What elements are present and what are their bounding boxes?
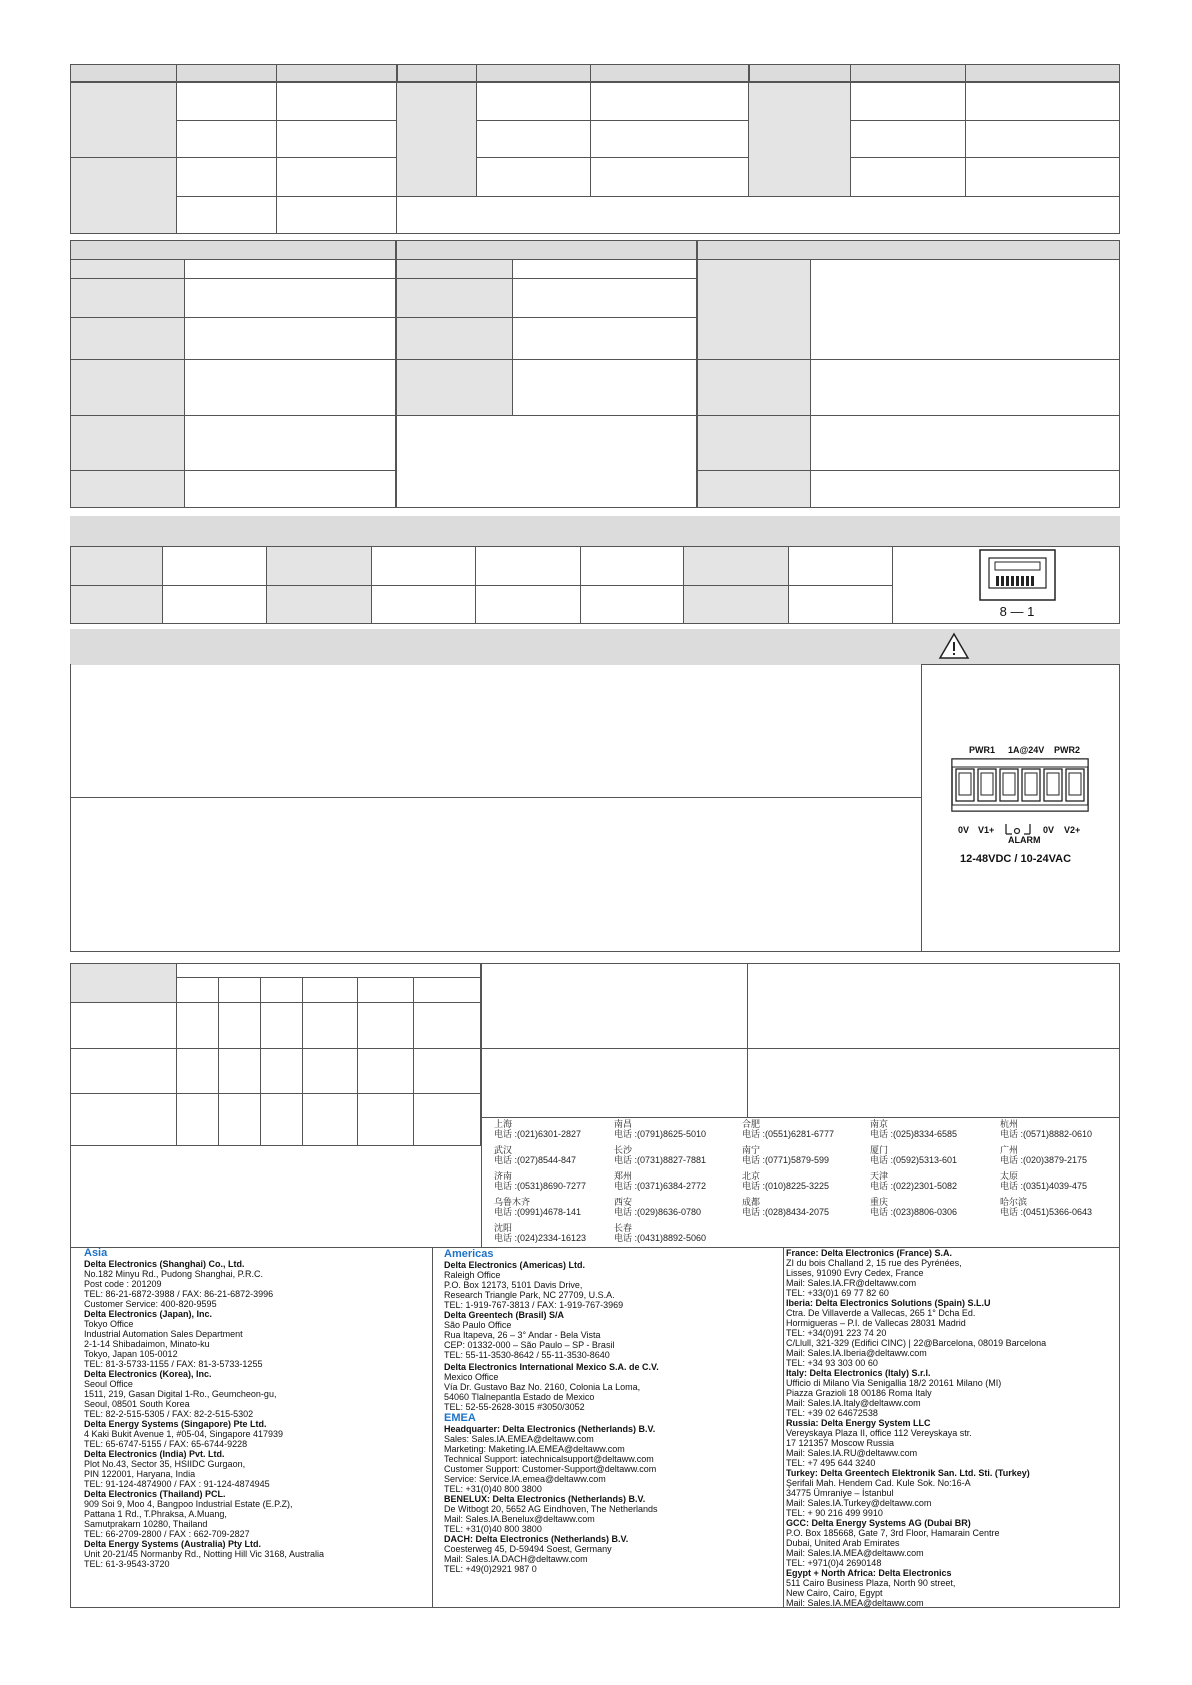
table-cell — [276, 196, 397, 234]
city-item: 郑州 电话 :(0371)6384-2772 — [614, 1171, 707, 1191]
city-item: 上海 电话 :(021)6301-2827 — [494, 1119, 582, 1139]
table-cell — [413, 1002, 481, 1049]
terminal-label-0v: 0V — [958, 825, 970, 835]
divider — [481, 1117, 1120, 1118]
terminal-rating: 12-48VDC / 10-24VAC — [960, 853, 1072, 865]
table-header-band — [70, 64, 1120, 82]
city-item: 沈阳 电话 :(024)2334-16123 — [494, 1223, 587, 1243]
table-cell — [512, 317, 697, 360]
divider — [590, 64, 591, 82]
table-cell — [850, 157, 966, 197]
table-cell — [850, 82, 966, 121]
row-label-cell — [70, 1002, 177, 1049]
china-offices-grid — [494, 1119, 1114, 1247]
city-item: 南宁 电话 :(0771)5879-599 — [742, 1145, 830, 1165]
divider — [476, 64, 477, 82]
city-item: 哈尔滨 电话 :(0451)5366-0643 — [1000, 1197, 1093, 1217]
table-cell — [413, 1048, 481, 1094]
city-item: 广州 电话 :(020)3879-2175 — [1000, 1145, 1088, 1165]
divider — [276, 64, 277, 82]
pin-label-cell — [70, 546, 163, 586]
europe-entry: GCC: Delta Energy Systems AG (Dubai BR) P.O. Box 185668, Gate 7, 3rd Floor, Hamarain Centre Dubai, United Arab Emirates Mail: Sales.IA.MEA@deltaww.com TEL: +971(0)4 2690148 — [786, 1518, 1000, 1568]
row-label-cell — [70, 415, 185, 471]
table-cell — [476, 157, 591, 197]
emea-heading: EMEA — [444, 1412, 476, 1424]
divider — [481, 963, 482, 1247]
table-cell — [176, 120, 277, 158]
table-cell — [176, 977, 219, 1003]
divider — [748, 64, 750, 82]
pin-label-cell — [475, 546, 581, 586]
pin-label-cell — [266, 585, 372, 624]
table-cell — [810, 415, 1120, 471]
pin-value-cell — [371, 585, 476, 624]
terminal-diagram — [921, 664, 1120, 952]
table-cell — [302, 1002, 358, 1049]
emea-entry: DACH: Delta Electronics (Netherlands) B.V. Coesterweg 45, D-59494 Soest, Germany Mail: Sales.IA.DACH@deltaww.com TEL: +49(0)2921 987 0 — [444, 1534, 629, 1574]
table-cell — [218, 1048, 261, 1094]
city-item: 合肥 电话 :(0551)6281-6777 — [742, 1119, 835, 1139]
americas-heading: Americas — [444, 1248, 494, 1260]
pin-value-cell — [162, 546, 267, 586]
city-item: 济南 电话 :(0531)8690-7277 — [494, 1171, 587, 1191]
table-cell — [276, 120, 397, 158]
pin-value-cell — [788, 585, 893, 624]
row-label-cell — [396, 359, 513, 416]
europe-contacts — [786, 1248, 1118, 1608]
pin-label-cell — [475, 585, 581, 624]
rj45-diagram — [892, 546, 1120, 624]
pin-label-cell — [70, 585, 163, 624]
table-cell — [176, 1048, 219, 1094]
pin-value-cell — [788, 546, 893, 586]
row-label-cell — [697, 470, 811, 508]
city-item: 杭州 电话 :(0571)8882-0610 — [1000, 1119, 1093, 1139]
emea-entry: BENELUX: Delta Electronics (Netherlands) B.V. De Witbogt 20, 5652 AG Eindhoven, The Netherlands Mail: Sales.IA.Benelux@deltaww.com TEL: +31(0)40 800 3800 — [444, 1494, 658, 1534]
city-item: 长春 电话 :(0431)8892-5060 — [614, 1223, 707, 1243]
table-cell — [218, 977, 261, 1003]
warning-icon — [938, 631, 970, 661]
table-cell — [590, 157, 749, 197]
terminal-label-pwr1: PWR1 — [969, 745, 996, 755]
table-cell — [176, 1093, 219, 1146]
europe-entry: Russia: Delta Energy System LLC Vereyskaya Plaza II, office 112 Vereyskaya str. 17 121357 Moscow Russia Mail: Sales.IA.RU@deltaww.com TEL: +7 495 644 3240 — [786, 1418, 972, 1468]
table-cell — [260, 977, 303, 1003]
terminal-label-v1: V1+ — [978, 825, 995, 835]
city-item: 武汉 电话 :(027)8544-847 — [494, 1145, 577, 1165]
row-label-cell — [70, 470, 185, 508]
section-header — [70, 516, 1120, 546]
asia-entry: Delta Electronics (Thailand) PCL. 909 Soi 9, Moo 4, Bangpoo Industrial Estate (E.P.Z), Pattana 1 Rd., T.Phraksa, A.Muang, Samutprakarn 10280, Thailand TEL: 66-2709-2800 / FAX : 662-709-2827 — [84, 1489, 293, 1539]
row-label-cell — [697, 415, 811, 471]
divider — [70, 664, 71, 952]
table-cell — [184, 278, 396, 318]
table-cell — [184, 415, 396, 471]
asia-entry: Delta Electronics (India) Pvt. Ltd. Plot No.43, Sector 35, HSIIDC Gurgaon, PIN 122001, Haryana, India TEL: 91-124-4874900 / FAX : 91-124-4874945 — [84, 1449, 270, 1489]
row-label-cell — [70, 278, 185, 318]
divider — [432, 1247, 433, 1608]
table-cell — [184, 359, 396, 416]
section-header — [396, 240, 697, 260]
table-cell — [184, 259, 396, 279]
city-item: 成都 电话 :(028)8434-2075 — [742, 1197, 830, 1217]
row-label-cell — [396, 82, 477, 197]
table-cell — [810, 259, 1120, 360]
pin-label-cell — [266, 546, 372, 586]
table-cell — [302, 1048, 358, 1094]
row-label-cell — [748, 82, 851, 197]
city-item: 太原 电话 :(0351)4039-475 — [1000, 1171, 1088, 1191]
divider — [850, 64, 851, 82]
table-cell — [276, 82, 397, 121]
americas-entry: Delta Electronics International Mexico S.A. de C.V. Mexico Office Vía Dr. Gustavo Baz No. 2160, Colonia La Loma, 54060 Tlalnepantla Estado de Mexico TEL: 52-55-2628-3015 #3050/3052 — [444, 1362, 659, 1412]
table-cell — [184, 317, 396, 360]
row-label-cell — [396, 278, 513, 318]
city-item: 重庆 电话 :(023)8806-0306 — [870, 1197, 958, 1217]
row-label-cell — [70, 317, 185, 360]
emea-entry: Headquarter: Delta Electronics (Netherlands) B.V. Sales: Sales.IA.EMEA@deltaww.com Marketing: Maketing.IA.EMEA@deltaww.com Technical Support: iatechnicalsupport@deltaww.com Customer Support: Customer-Support@deltaww.com Service: Service.IA.emea@deltaww.com TEL: +31(0)40 800 3800 — [444, 1424, 657, 1494]
terminal-label-alarm: ALARM — [1008, 835, 1041, 845]
divider — [965, 64, 966, 82]
table-cell — [413, 1093, 481, 1146]
table-cell — [260, 1002, 303, 1049]
table-cell — [302, 1093, 358, 1146]
section-header — [70, 240, 396, 260]
table-cell — [176, 82, 277, 121]
row-label-cell — [70, 82, 177, 158]
section-header — [697, 240, 1120, 260]
table-cell — [357, 1093, 414, 1146]
row-label-cell — [396, 259, 513, 279]
americas-entry: Delta Greentech (Brasil) S/A São Paulo Office Rua Itapeva, 26 – 3° Andar - Bela Vista CEP: 01332-000 – São Paulo – SP - Brasil TEL: 55-11-3530-8642 / 55-11-3530-8640 — [444, 1310, 615, 1360]
terminal-block-icon — [950, 755, 1090, 825]
city-item: 西安 电话 :(029)8636-0780 — [614, 1197, 702, 1217]
table-cell — [590, 120, 749, 158]
pin-value-cell — [580, 546, 684, 586]
europe-entry: Italy: Delta Electronics (Italy) S.r.l. Ufficio di Milano Via Senigallia 18/2 20161 Milano (MI) Piazza Grazioli 18 00186 Roma Italy Mail: Sales.IA.Italy@deltaww.com TEL: +39 02 64672538 — [786, 1368, 1002, 1418]
table-cell — [218, 1093, 261, 1146]
divider — [1119, 963, 1120, 1247]
table-cell — [260, 1048, 303, 1094]
table-cell — [176, 157, 277, 197]
table-cell — [357, 977, 414, 1003]
city-item: 长沙 电话 :(0731)8827-7881 — [614, 1145, 707, 1165]
table-cell — [476, 82, 591, 121]
table-cell — [850, 120, 966, 158]
table-cell — [810, 470, 1120, 508]
table-cell — [357, 1002, 414, 1049]
americas-entry: Delta Electronics (Americas) Ltd. Raleigh Office P.O. Box 12173, 5101 Davis Drive, Research Triangle Park, NC 27709, U.S.A. TEL: 1-919-767-3813 / FAX: 1-919-767-3969 — [444, 1260, 624, 1310]
asia-heading: Asia — [84, 1247, 108, 1259]
pin-value-cell — [162, 585, 267, 624]
row-label-cell — [396, 317, 513, 360]
terminal-label-0v-2: 0V — [1043, 825, 1055, 835]
table-cell — [512, 278, 697, 318]
city-item: 南京 电话 :(025)8334-6585 — [870, 1119, 958, 1139]
table-cell — [965, 157, 1120, 197]
pin-value-cell — [371, 546, 476, 586]
relay-contact-icon — [1002, 822, 1036, 836]
europe-entry: Iberia: Delta Electronics Solutions (Spain) S.L.U Ctra. De Villaverde a Vallecas, 265 1° Dcha Ed. Hormigueras – P.I. de Vallecas 28031 Madrid TEL: +34(0)91 223 74 20 C/Llull, 321-329 (Edifici CINC) | 22@Barcelona, 08019 Barcelona Mail: Sales.IA.Iberia@deltaww.com TEL: +34 93 303 00 60 — [786, 1298, 1047, 1368]
table-cell — [476, 120, 591, 158]
pin-label-cell — [683, 546, 789, 586]
city-item: 乌鲁木齐 电话 :(0991)4678-141 — [494, 1197, 582, 1217]
table-cell — [184, 470, 396, 508]
divider — [176, 64, 177, 82]
europe-entry: France: Delta Electronics (France) S.A. ZI du bois Challand 2, 15 rue des Pyrénées, Lisses, 91090 Evry Cedex, France Mail: Sales.IA.FR@deltaww.com TEL: +33(0)1 69 77 82 60 — [786, 1248, 962, 1298]
city-item: 北京 电话 :(010)8225-3225 — [742, 1171, 830, 1191]
table-cell — [413, 977, 481, 1003]
table-cell — [965, 82, 1120, 121]
europe-entry: Turkey: Delta Greentech Elektronik San. Ltd. Sti. (Turkey) Şerifali Mah. Hendem Cad. Kule Sok. No:16-A 34775 Ümraniye – İstanbul Mail: Sales.IA.Turkey@deltaww.com TEL: + 90 216 499 9910 — [786, 1468, 1030, 1518]
table-cell — [276, 157, 397, 197]
divider — [747, 963, 748, 1118]
table-cell — [176, 196, 277, 234]
table-cell — [357, 1048, 414, 1094]
city-item: 厦门 电话 :(0592)5313-601 — [870, 1145, 958, 1165]
table-cell — [218, 1002, 261, 1049]
table-cell — [176, 1002, 219, 1049]
city-item: 天津 电话 :(022)2301-5082 — [870, 1171, 958, 1191]
table-cell — [512, 259, 697, 279]
row-label-cell — [697, 359, 811, 416]
divider — [481, 1048, 1120, 1049]
pin-value-cell — [580, 585, 684, 624]
divider — [70, 797, 921, 798]
europe-entry: Egypt + North Africa: Delta Electronics 511 Cairo Business Plaza, North 90 street, New Cairo, Cairo, Egypt Mail: Sales.IA.MEA@deltaww.com — [786, 1568, 956, 1608]
table-cell — [965, 120, 1120, 158]
pin-label-cell — [683, 585, 789, 624]
asia-entry: Delta Energy Systems (Singapore) Pte Ltd. 4 Kaki Bukit Avenue 1, #05-04, Singapore 417939 TEL: 65-6747-5155 / FAX: 65-6744-9228 — [84, 1419, 283, 1449]
table-cell — [810, 359, 1120, 416]
rj45-pin-label: 8 — 1 — [999, 604, 1035, 619]
table-cell-merged — [396, 415, 697, 508]
divider — [783, 1247, 784, 1608]
city-item: 南昌 电话 :(0791)8625-5010 — [614, 1119, 707, 1139]
row-label-cell — [70, 359, 185, 416]
row-label-cell — [70, 1048, 177, 1094]
terminal-label-alarm-rating: 1A@24V — [1008, 745, 1045, 755]
asia-entry: Delta Energy Systems (Australia) Pty Ltd. Unit 20-21/45 Normanby Rd., Notting Hill Vic 3168, Australia TEL: 61-3-9543-3720 — [84, 1539, 324, 1569]
table-cell — [302, 977, 358, 1003]
terminal-label-pwr2: PWR2 — [1054, 745, 1081, 755]
americas-emea-contacts — [444, 1248, 780, 1574]
table-cell — [176, 963, 481, 978]
row-label-cell — [70, 963, 177, 1003]
row-label-cell — [70, 259, 185, 279]
row-label-cell — [697, 259, 811, 360]
row-label-cell — [70, 1093, 177, 1146]
asia-entry: Delta Electronics (Japan), Inc. Tokyo Office Industrial Automation Sales Department 2-1-14 Shibadaimon, Minato-ku Tokyo, Japan 105-0012 TEL: 81-3-5733-1155 / FAX: 81-3-5733-1255 — [84, 1309, 263, 1369]
table-cell — [260, 1093, 303, 1146]
row-label-cell — [70, 157, 177, 234]
table-cell-wide — [396, 196, 1120, 234]
table-cell — [590, 82, 749, 121]
asia-entry: Delta Electronics (Shanghai) Co., Ltd. No.182 Minyu Rd., Pudong Shanghai, P.R.C. Post code : 201209 TEL: 86-21-6872-3988 / FAX: 86-21-6872-3996 Customer Service: 400-820-9595 — [84, 1259, 274, 1309]
terminal-label-v2: V2+ — [1064, 825, 1081, 835]
asia-entry: Delta Electronics (Korea), Inc. Seoul Office 1511, 219, Gasan Digital 1-Ro., Geumcheon-gu, Seoul, 08501 South Korea TEL: 82-2-515-5305 / FAX: 82-2-515-5302 — [84, 1369, 277, 1419]
divider — [396, 64, 398, 82]
table-cell — [512, 359, 697, 416]
asia-contacts — [84, 1247, 429, 1569]
